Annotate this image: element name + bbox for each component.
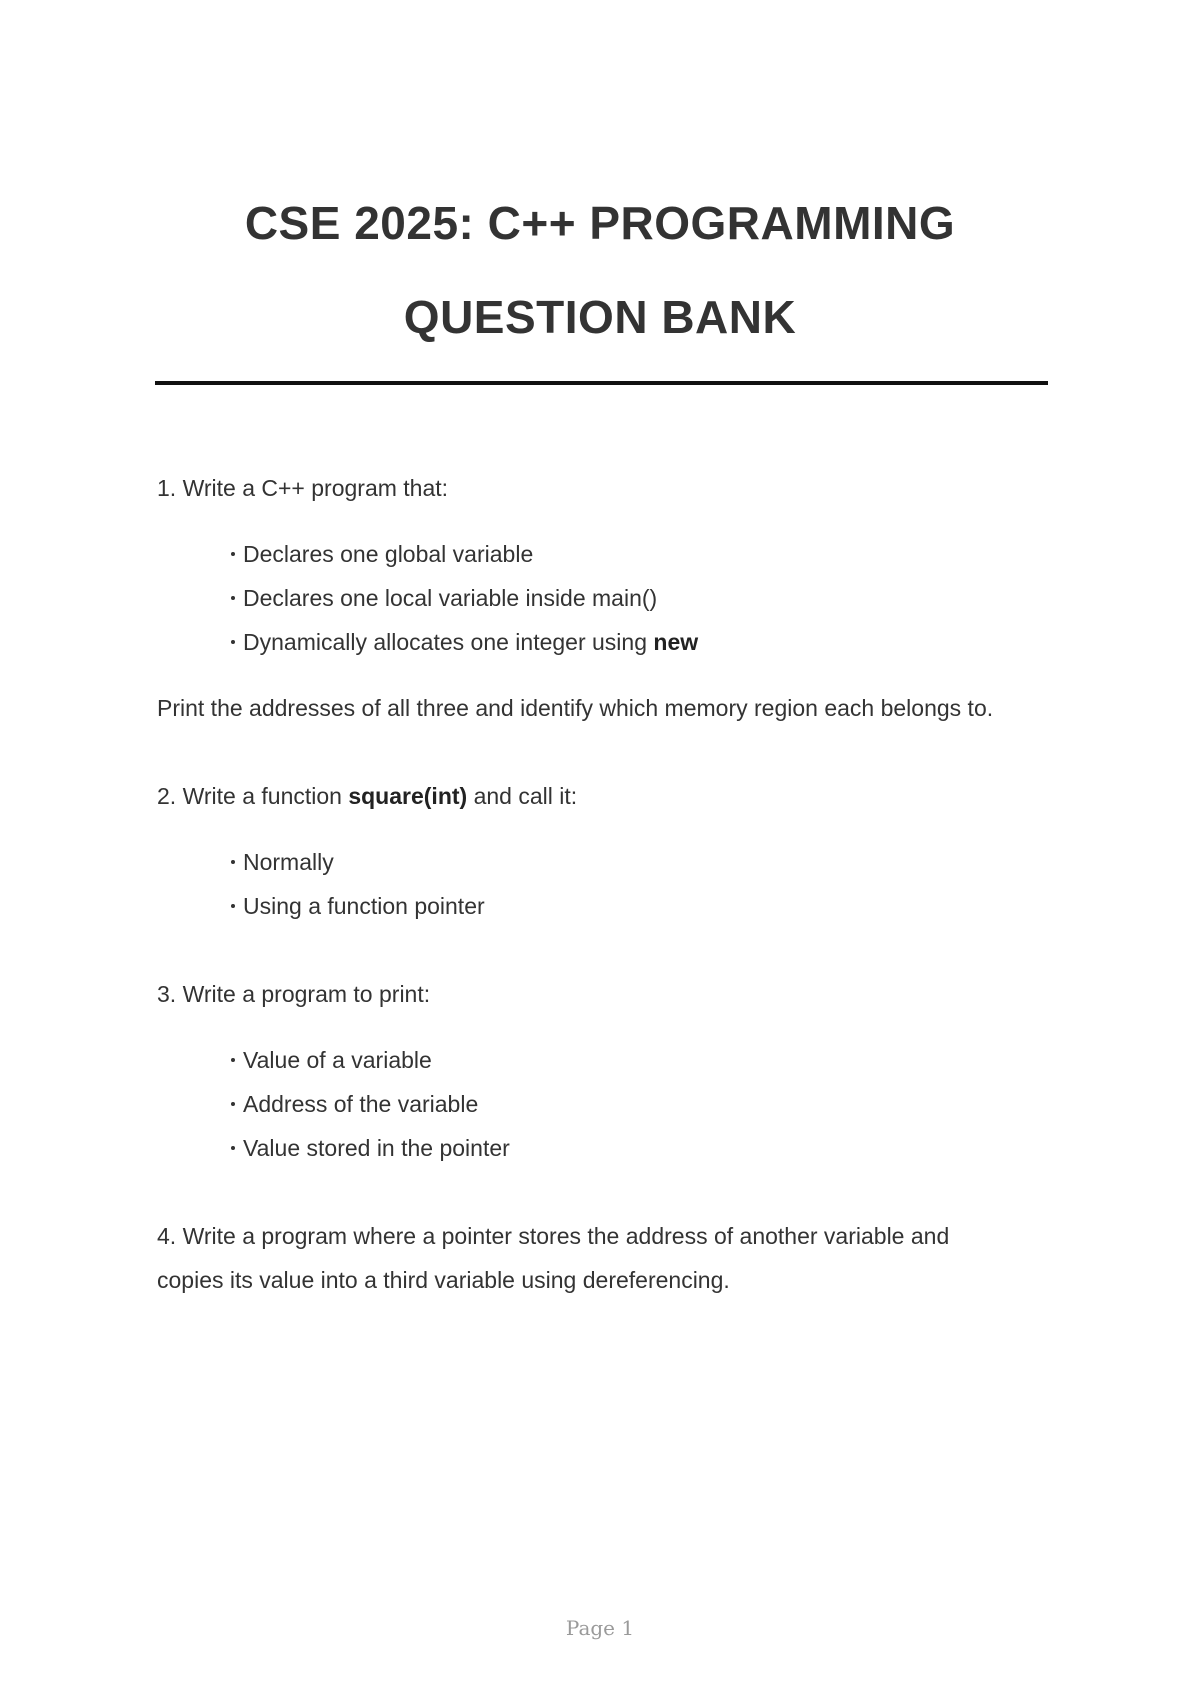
list-item-text: Declares one local variable inside main()	[243, 585, 658, 611]
title-line-2: QUESTION BANK	[403, 291, 797, 343]
title-line-1: CSE 2025: C++ PROGRAMMING	[244, 197, 956, 249]
list-item	[231, 884, 1047, 928]
bullet-icon	[231, 1102, 235, 1106]
bullet-icon	[231, 1146, 235, 1150]
question-2-intro-pre: 2. Write a function	[157, 783, 342, 809]
question-2	[157, 774, 1047, 928]
bullet-icon	[231, 596, 235, 600]
code-keyword: new	[653, 629, 699, 655]
list-item	[231, 1082, 1047, 1126]
question-2-intro-post: and call it:	[473, 783, 578, 809]
list-item	[231, 620, 1047, 664]
list-item-text: Normally	[243, 849, 334, 875]
page-number: Page 1	[565, 1616, 635, 1640]
question-3-bullets	[157, 1038, 1047, 1170]
title-divider	[155, 381, 1048, 385]
question-list	[157, 466, 1047, 1302]
list-item-text: Value stored in the pointer	[243, 1135, 510, 1161]
question-2-intro	[157, 774, 1047, 818]
bullet-icon	[231, 640, 235, 644]
question-3	[157, 972, 1047, 1170]
question-1	[157, 466, 1047, 730]
question-2-bullets	[157, 840, 1047, 928]
list-item-text: Dynamically allocates one integer using	[243, 629, 647, 655]
question-1-intro: 1. Write a C++ program that:	[157, 475, 449, 501]
question-4-line-2: copies its value into a third variable using dereferencing.	[157, 1267, 730, 1293]
question-3-intro: 3. Write a program to print:	[157, 981, 431, 1007]
list-item	[231, 1126, 1047, 1170]
question-4-line-1: 4. Write a program where a pointer stores the address of another variable and	[157, 1223, 950, 1249]
question-1-followup: Print the addresses of all three and identify which memory region each belongs to.	[157, 695, 994, 721]
bullet-icon	[231, 1058, 235, 1062]
code-function: square(int)	[348, 783, 468, 809]
list-item-text: Using a function pointer	[243, 893, 485, 919]
list-item-text: Value of a variable	[243, 1047, 432, 1073]
list-item-text: Address of the variable	[243, 1091, 479, 1117]
list-item	[231, 576, 1047, 620]
question-1-bullets	[157, 532, 1047, 664]
list-item	[231, 1038, 1047, 1082]
bullet-icon	[231, 552, 235, 556]
list-item	[231, 840, 1047, 884]
bullet-icon	[231, 860, 235, 864]
list-item	[231, 532, 1047, 576]
list-item-text: Declares one global variable	[243, 541, 534, 567]
question-4	[157, 1214, 1047, 1302]
bullet-icon	[231, 904, 235, 908]
